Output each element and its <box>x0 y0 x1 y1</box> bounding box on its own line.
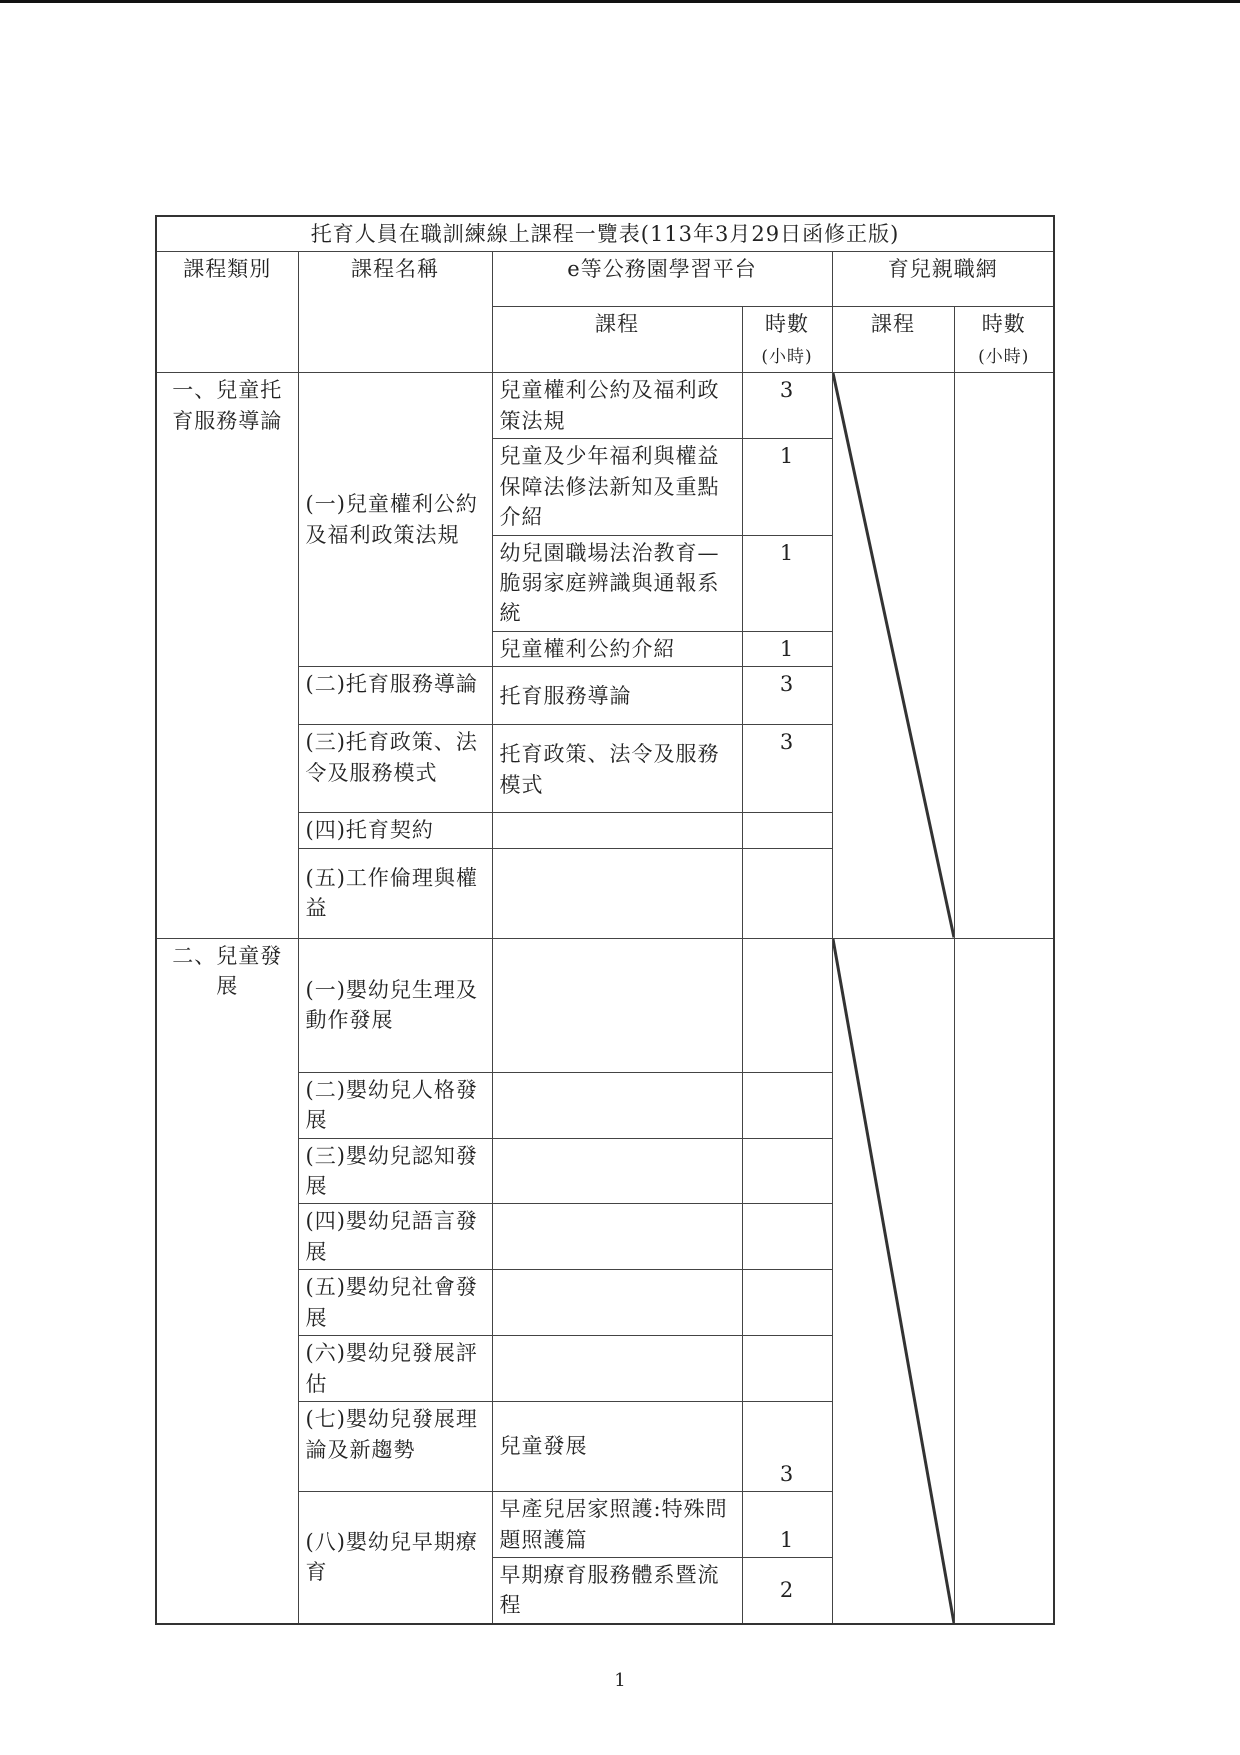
course-name-cell: (五)工作倫理與權益 <box>298 848 492 938</box>
course-name-cell: (四)托育契約 <box>298 813 492 848</box>
course-name-cell: (五)嬰幼兒社會發展 <box>298 1270 492 1336</box>
course-name-cell: (七)嬰幼兒發展理論及新趨勢 <box>298 1402 492 1492</box>
e-course-cell-empty <box>492 1270 742 1336</box>
course-name-cell: (六)嬰幼兒發展評估 <box>298 1336 492 1402</box>
e-course-cell: 兒童發展 <box>492 1402 742 1492</box>
course-name-cell: (二)托育服務導論 <box>298 667 492 725</box>
e-course-cell-empty <box>492 938 742 1072</box>
course-name-cell: (二)嬰幼兒人格發展 <box>298 1072 492 1138</box>
e-hours-cell-empty <box>742 848 832 938</box>
e-hours-cell: 2 <box>742 1557 832 1623</box>
e-hours-cell: 1 <box>742 439 832 535</box>
empty-diagonal-course-cell-2 <box>832 938 954 1624</box>
e-course-cell: 兒童及少年福利與權益保障法修法新知及重點介紹 <box>492 439 742 535</box>
course-name-cell: (八)嬰幼兒早期療育 <box>298 1492 492 1624</box>
e-hours-cell-empty <box>742 1138 832 1204</box>
e-course-cell: 早期療育服務體系暨流程 <box>492 1557 742 1623</box>
header-parent-course: 課程 <box>832 307 954 373</box>
e-course-cell: 兒童權利公約介紹 <box>492 631 742 666</box>
e-course-cell-empty <box>492 813 742 848</box>
course-name-cell: (三)托育政策、法令及服務模式 <box>298 725 492 813</box>
e-hours-cell: 3 <box>742 725 832 813</box>
e-course-cell: 幼兒園職場法治教育—脆弱家庭辨識與通報系統 <box>492 535 742 631</box>
e-course-cell-empty <box>492 1072 742 1138</box>
empty-parent-hours-cell-1 <box>954 373 1054 938</box>
course-name-cell: (四)嬰幼兒語言發展 <box>298 1204 492 1270</box>
e-course-cell: 托育服務導論 <box>492 667 742 725</box>
header-e-course: 課程 <box>492 307 742 373</box>
page-number: 1 <box>614 1670 626 1691</box>
e-hours-cell-empty <box>742 1336 832 1402</box>
table-title: 托育人員在職訓練線上課程一覽表(113年3月29日函修正版) <box>156 216 1054 252</box>
e-course-cell: 早產兒居家照護:特殊問題照護篇 <box>492 1492 742 1558</box>
e-course-cell-empty <box>492 1138 742 1204</box>
e-hours-cell: 1 <box>742 1492 832 1558</box>
course-name-cell: (一)兒童權利公約及福利政策法規 <box>298 373 492 667</box>
header-e-hours: 時數 (小時) <box>742 307 832 373</box>
e-hours-cell: 3 <box>742 1402 832 1492</box>
header-parent-hours: 時數 (小時) <box>954 307 1054 373</box>
e-hours-cell-empty <box>742 813 832 848</box>
header-course-name: 課程名稱 <box>298 252 492 373</box>
e-course-cell: 托育政策、法令及服務模式 <box>492 725 742 813</box>
e-course-cell-empty <box>492 848 742 938</box>
header-platform-e: e等公務園學習平台 <box>492 252 832 307</box>
e-course-cell: 兒童權利公約及福利政策法規 <box>492 373 742 439</box>
e-hours-cell: 1 <box>742 535 832 631</box>
e-hours-cell: 1 <box>742 631 832 666</box>
header-category: 課程類別 <box>156 252 298 373</box>
empty-parent-hours-cell-2 <box>954 938 1054 1624</box>
course-name-cell: (一)嬰幼兒生理及動作發展 <box>298 938 492 1072</box>
empty-diagonal-course-cell-1 <box>832 373 954 938</box>
course-table <box>155 215 1055 1625</box>
e-hours-cell: 3 <box>742 667 832 725</box>
e-hours-cell: 3 <box>742 373 832 439</box>
e-course-cell-empty <box>492 1204 742 1270</box>
category-cell-1: 一、兒童托育服務導論 <box>156 373 298 938</box>
category-cell-2: 二、兒童發展 <box>156 938 298 1624</box>
e-hours-cell-empty <box>742 1072 832 1138</box>
e-hours-cell-empty <box>742 1270 832 1336</box>
e-hours-cell-empty <box>742 938 832 1072</box>
course-name-cell: (三)嬰幼兒認知發展 <box>298 1138 492 1204</box>
header-platform-parent: 育兒親職網 <box>832 252 1054 307</box>
top-border-line <box>0 0 1240 3</box>
e-hours-cell-empty <box>742 1204 832 1270</box>
e-course-cell-empty <box>492 1336 742 1402</box>
